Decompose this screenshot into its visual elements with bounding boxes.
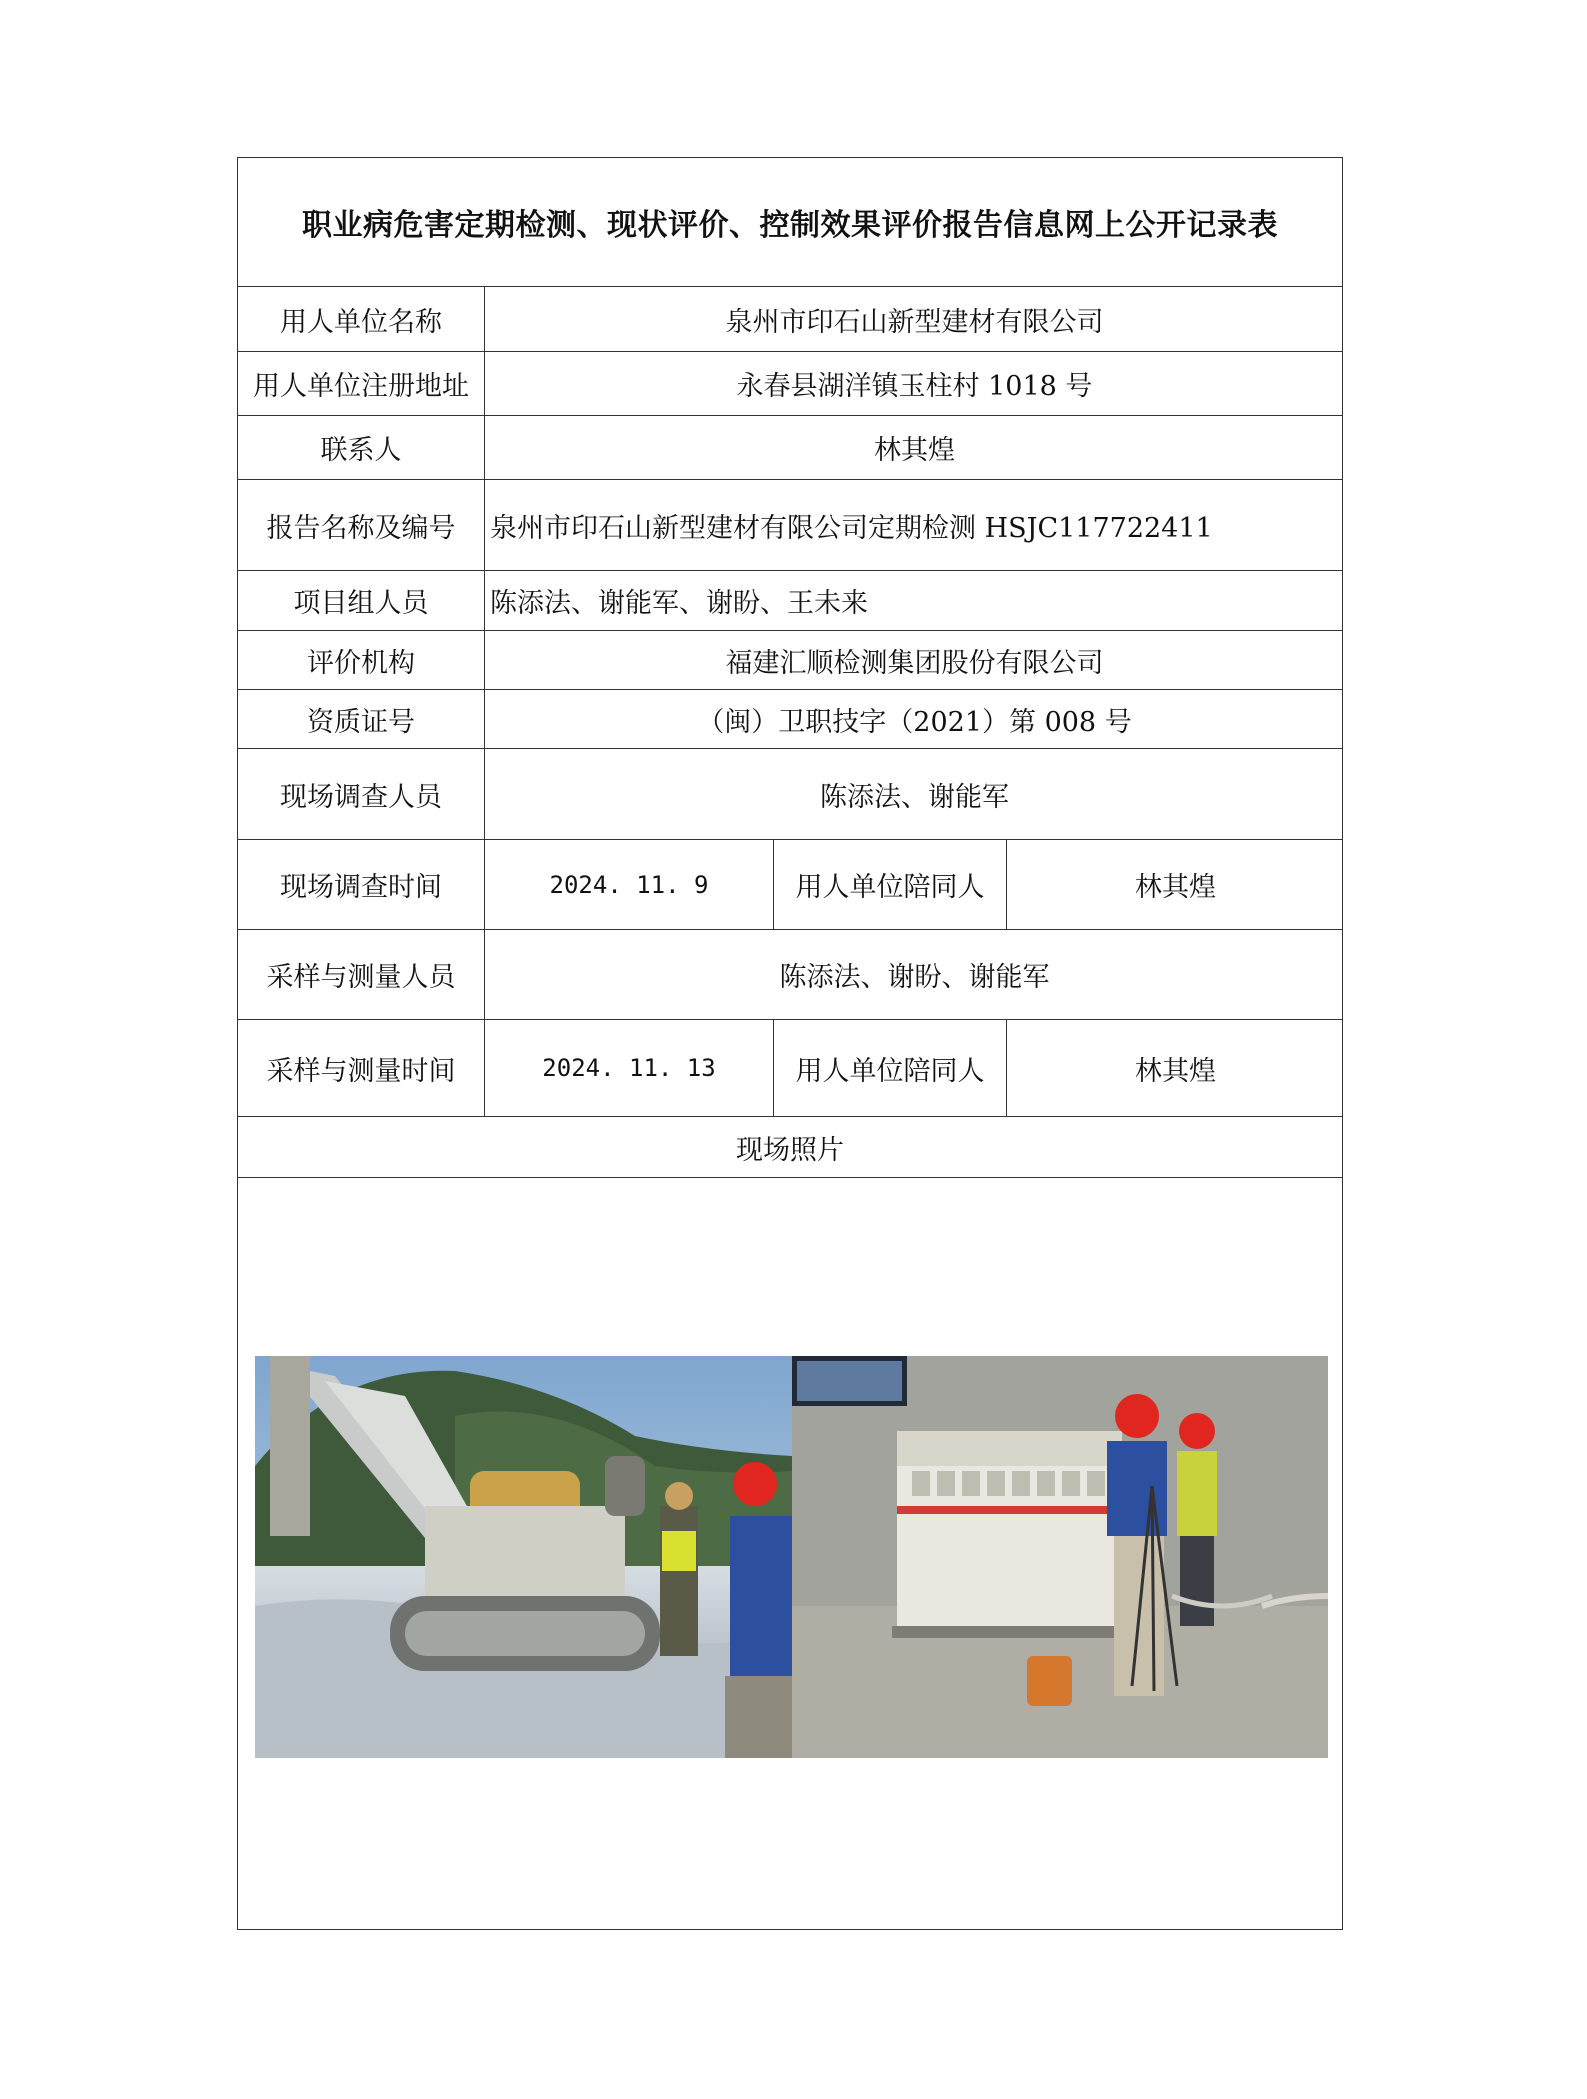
agency-value: 福建汇顺检测集团股份有限公司 bbox=[484, 631, 1344, 689]
sampling-staff-value: 陈添法、谢盼、谢能军 bbox=[484, 930, 1344, 1019]
survey-companion-value: 林其煌 bbox=[1006, 840, 1344, 929]
survey-staff-label: 现场调查人员 bbox=[280, 781, 442, 813]
row-photos-header bbox=[238, 1116, 1342, 1177]
employer-address-value: 永春县湖洋镇玉柱村 1018 号 bbox=[484, 352, 1344, 415]
agency-label: 评价机构 bbox=[307, 647, 415, 679]
employer-name-value: 泉州市印石山新型建材有限公司 bbox=[484, 287, 1344, 351]
photo-strip bbox=[255, 1356, 1328, 1758]
team-label: 项目组人员 bbox=[293, 588, 429, 619]
survey-staff-value: 陈添法、谢能军 bbox=[484, 749, 1344, 839]
sampling-time-label: 采样与测量时间 bbox=[266, 1055, 456, 1087]
row-license bbox=[238, 689, 1342, 748]
row-contact bbox=[238, 415, 1342, 479]
employer-name-label: 用人单位名称 bbox=[280, 306, 442, 338]
row-sampling-time bbox=[238, 1019, 1342, 1116]
row-report bbox=[238, 479, 1342, 570]
row-sampling-staff bbox=[238, 929, 1342, 1019]
license-value: （闽）卫职技字（2021）第 008 号 bbox=[484, 690, 1344, 748]
report-value: 泉州市印石山新型建材有限公司定期检测 HSJC117722411 bbox=[484, 480, 1344, 570]
form-title: 职业病危害定期检测、现状评价、控制效果评价报告信息网上公开记录表 bbox=[302, 208, 1278, 243]
employer-address-label: 用人单位注册地址 bbox=[253, 371, 469, 402]
license-label: 资质证号 bbox=[307, 706, 415, 738]
sampling-companion-label: 用人单位陪同人 bbox=[773, 1020, 1006, 1116]
survey-time-value: 2024. 11. 9 bbox=[484, 840, 773, 929]
title-row bbox=[238, 158, 1342, 286]
row-team bbox=[238, 570, 1342, 630]
contact-label: 联系人 bbox=[320, 435, 402, 466]
sampling-companion-value: 林其煌 bbox=[1006, 1020, 1344, 1116]
row-survey-staff bbox=[238, 748, 1342, 839]
sampling-staff-label: 采样与测量人员 bbox=[266, 962, 456, 993]
row-employer-address bbox=[238, 351, 1342, 415]
control-cabinet-inspection-photo bbox=[792, 1356, 1328, 1758]
row-agency bbox=[238, 630, 1342, 689]
record-form bbox=[237, 157, 1343, 1930]
photos-header: 现场照片 bbox=[736, 1134, 844, 1166]
team-value: 陈添法、谢能军、谢盼、王未来 bbox=[484, 571, 1344, 630]
sampling-time-value: 2024. 11. 13 bbox=[484, 1020, 773, 1116]
survey-companion-label: 用人单位陪同人 bbox=[773, 840, 1006, 929]
row-survey-time bbox=[238, 839, 1342, 929]
row-employer-name bbox=[238, 286, 1342, 351]
contact-value: 林其煌 bbox=[484, 416, 1344, 479]
report-label: 报告名称及编号 bbox=[266, 512, 456, 544]
drilling-rig-site-photo bbox=[255, 1356, 792, 1758]
survey-time-label: 现场调查时间 bbox=[280, 872, 442, 903]
